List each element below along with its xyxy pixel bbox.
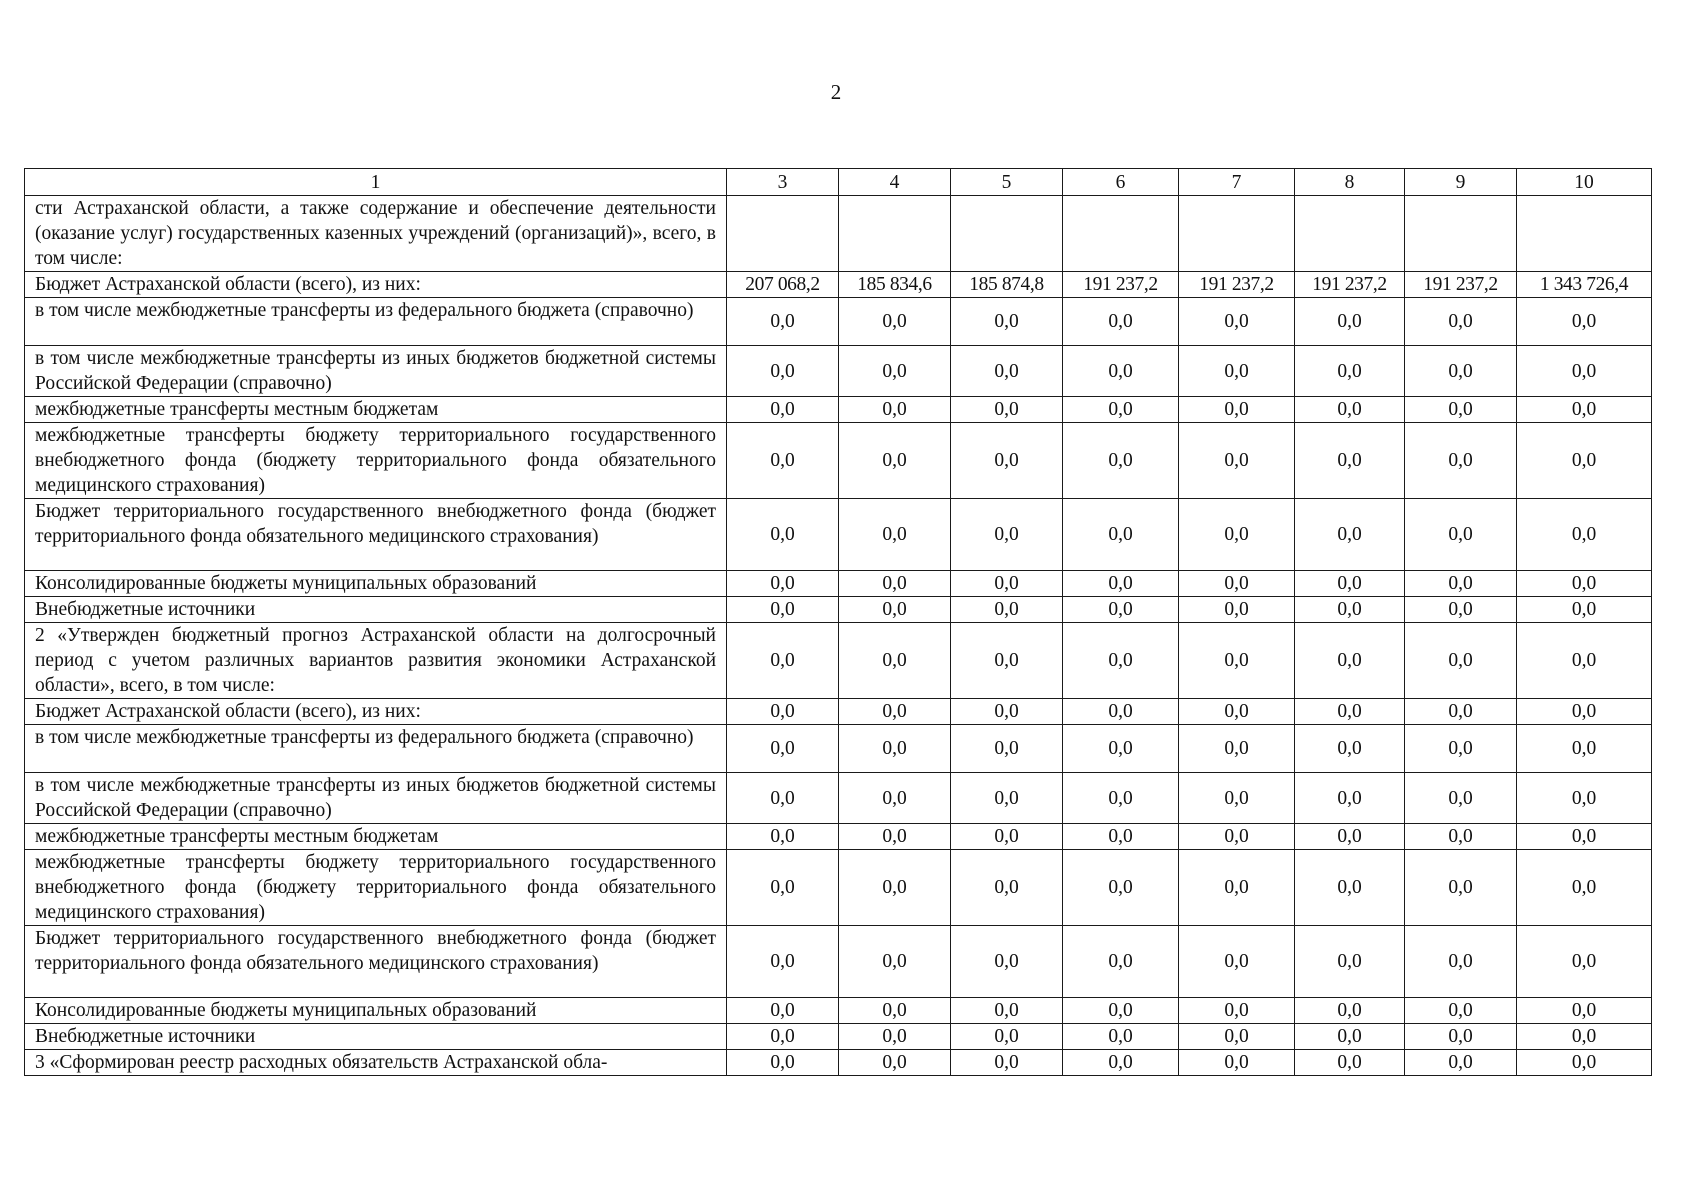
value-cell: 0,0 bbox=[1517, 571, 1652, 597]
value-cell: 0,0 bbox=[1295, 850, 1405, 926]
value-cell: 0,0 bbox=[1063, 1050, 1179, 1076]
value-cell: 0,0 bbox=[1179, 773, 1295, 824]
value-cell: 191 237,2 bbox=[1063, 272, 1179, 298]
value-cell: 0,0 bbox=[1295, 773, 1405, 824]
value-cell: 0,0 bbox=[839, 1050, 951, 1076]
value-cell: 0,0 bbox=[727, 1024, 839, 1050]
value-cell: 0,0 bbox=[1517, 298, 1652, 346]
table-row bbox=[25, 1024, 1652, 1050]
value-cell: 0,0 bbox=[951, 725, 1063, 773]
value-cell: 0,0 bbox=[1295, 571, 1405, 597]
value-cell: 0,0 bbox=[1179, 346, 1295, 397]
row-label: Внебюджетные источники bbox=[25, 1024, 727, 1050]
value-cell bbox=[1517, 196, 1652, 272]
value-cell bbox=[1295, 196, 1405, 272]
value-cell bbox=[1063, 196, 1179, 272]
value-cell bbox=[839, 196, 951, 272]
value-cell: 0,0 bbox=[1517, 623, 1652, 699]
value-cell: 0,0 bbox=[727, 397, 839, 423]
value-cell: 0,0 bbox=[1517, 998, 1652, 1024]
row-label: в том числе межбюджетные трансферты из иных бюджетов бюджетной системы Российской Федерации (справочно) bbox=[25, 773, 727, 824]
value-cell: 0,0 bbox=[727, 346, 839, 397]
value-cell: 0,0 bbox=[951, 850, 1063, 926]
value-cell: 0,0 bbox=[951, 423, 1063, 499]
table-row bbox=[25, 725, 1652, 773]
value-cell: 0,0 bbox=[839, 499, 951, 571]
value-cell: 0,0 bbox=[1517, 850, 1652, 926]
row-label: Консолидированные бюджеты муниципальных образований bbox=[25, 571, 727, 597]
value-cell: 0,0 bbox=[951, 699, 1063, 725]
value-cell: 0,0 bbox=[839, 773, 951, 824]
value-cell: 0,0 bbox=[1295, 346, 1405, 397]
value-cell: 0,0 bbox=[1063, 1024, 1179, 1050]
value-cell: 0,0 bbox=[1517, 725, 1652, 773]
value-cell: 0,0 bbox=[951, 346, 1063, 397]
header-cell-col-8: 8 bbox=[1295, 169, 1405, 196]
row-label: межбюджетные трансферты местным бюджетам bbox=[25, 397, 727, 423]
value-cell: 0,0 bbox=[951, 1050, 1063, 1076]
value-cell: 0,0 bbox=[727, 499, 839, 571]
table-row bbox=[25, 499, 1652, 571]
value-cell: 0,0 bbox=[1405, 773, 1517, 824]
value-cell: 0,0 bbox=[951, 298, 1063, 346]
row-label: Бюджет территориального государственного внебюджетного фонда (бюджет территориального фонда обязательного медицинского страхования) bbox=[25, 926, 727, 998]
value-cell: 191 237,2 bbox=[1405, 272, 1517, 298]
value-cell: 0,0 bbox=[1179, 499, 1295, 571]
value-cell: 0,0 bbox=[1405, 1050, 1517, 1076]
value-cell: 0,0 bbox=[1179, 397, 1295, 423]
value-cell: 0,0 bbox=[1179, 725, 1295, 773]
value-cell: 0,0 bbox=[1179, 1024, 1295, 1050]
row-label: межбюджетные трансферты бюджету территориального государственного внебюджетного фонда (бюджету территориального фонда обязательного медицинского страхования) bbox=[25, 423, 727, 499]
value-cell: 191 237,2 bbox=[1295, 272, 1405, 298]
value-cell: 0,0 bbox=[1405, 824, 1517, 850]
row-label: Бюджет Астраханской области (всего), из них: bbox=[25, 272, 727, 298]
value-cell: 0,0 bbox=[1517, 597, 1652, 623]
value-cell: 0,0 bbox=[727, 773, 839, 824]
row-label: Бюджет территориального государственного внебюджетного фонда (бюджет территориального фонда обязательного медицинского страхования) bbox=[25, 499, 727, 571]
value-cell: 0,0 bbox=[727, 423, 839, 499]
row-label: в том числе межбюджетные трансферты из федерального бюджета (справочно) bbox=[25, 298, 727, 346]
value-cell: 0,0 bbox=[1063, 499, 1179, 571]
table-row bbox=[25, 571, 1652, 597]
value-cell: 0,0 bbox=[1405, 998, 1517, 1024]
value-cell: 185 834,6 bbox=[839, 272, 951, 298]
value-cell: 0,0 bbox=[1517, 397, 1652, 423]
value-cell: 0,0 bbox=[1405, 597, 1517, 623]
value-cell: 185 874,8 bbox=[951, 272, 1063, 298]
value-cell: 0,0 bbox=[1063, 998, 1179, 1024]
value-cell: 0,0 bbox=[1405, 298, 1517, 346]
value-cell: 0,0 bbox=[951, 623, 1063, 699]
value-cell: 0,0 bbox=[839, 298, 951, 346]
value-cell: 0,0 bbox=[839, 397, 951, 423]
value-cell bbox=[951, 196, 1063, 272]
value-cell: 0,0 bbox=[1517, 499, 1652, 571]
header-cell-col-6: 6 bbox=[1063, 169, 1179, 196]
value-cell: 0,0 bbox=[1179, 850, 1295, 926]
value-cell: 0,0 bbox=[951, 1024, 1063, 1050]
value-cell: 0,0 bbox=[1179, 298, 1295, 346]
value-cell bbox=[1179, 196, 1295, 272]
table-row bbox=[25, 597, 1652, 623]
value-cell: 0,0 bbox=[1295, 699, 1405, 725]
value-cell: 0,0 bbox=[839, 423, 951, 499]
value-cell: 207 068,2 bbox=[727, 272, 839, 298]
value-cell: 0,0 bbox=[1179, 423, 1295, 499]
value-cell: 0,0 bbox=[1063, 699, 1179, 725]
value-cell: 0,0 bbox=[1517, 346, 1652, 397]
value-cell: 0,0 bbox=[727, 926, 839, 998]
header-row bbox=[25, 169, 1652, 196]
value-cell: 0,0 bbox=[1405, 571, 1517, 597]
value-cell: 0,0 bbox=[1517, 1024, 1652, 1050]
value-cell: 0,0 bbox=[839, 597, 951, 623]
table-row bbox=[25, 298, 1652, 346]
value-cell: 0,0 bbox=[1179, 597, 1295, 623]
table-row bbox=[25, 272, 1652, 298]
value-cell: 0,0 bbox=[727, 597, 839, 623]
row-label: 3 «Сформирован реестр расходных обязательств Астраханской обла- bbox=[25, 1050, 727, 1076]
value-cell: 0,0 bbox=[951, 499, 1063, 571]
value-cell: 0,0 bbox=[727, 1050, 839, 1076]
value-cell: 0,0 bbox=[1063, 850, 1179, 926]
value-cell: 0,0 bbox=[839, 699, 951, 725]
value-cell: 0,0 bbox=[1063, 423, 1179, 499]
value-cell: 0,0 bbox=[1063, 824, 1179, 850]
value-cell: 0,0 bbox=[951, 597, 1063, 623]
value-cell: 0,0 bbox=[1063, 571, 1179, 597]
value-cell: 0,0 bbox=[839, 850, 951, 926]
value-cell: 0,0 bbox=[839, 571, 951, 597]
header-cell-col-4: 4 bbox=[839, 169, 951, 196]
value-cell: 0,0 bbox=[1295, 725, 1405, 773]
value-cell: 0,0 bbox=[1295, 397, 1405, 423]
value-cell: 0,0 bbox=[1179, 998, 1295, 1024]
table-row bbox=[25, 699, 1652, 725]
value-cell: 0,0 bbox=[1179, 571, 1295, 597]
value-cell: 0,0 bbox=[1179, 1050, 1295, 1076]
value-cell: 0,0 bbox=[1405, 397, 1517, 423]
value-cell: 0,0 bbox=[1517, 699, 1652, 725]
value-cell bbox=[727, 196, 839, 272]
value-cell: 0,0 bbox=[951, 773, 1063, 824]
value-cell: 0,0 bbox=[951, 824, 1063, 850]
value-cell: 0,0 bbox=[1063, 397, 1179, 423]
value-cell: 0,0 bbox=[1517, 1050, 1652, 1076]
value-cell: 0,0 bbox=[1063, 597, 1179, 623]
value-cell: 0,0 bbox=[1063, 346, 1179, 397]
table-row bbox=[25, 397, 1652, 423]
value-cell: 0,0 bbox=[1295, 1024, 1405, 1050]
value-cell: 0,0 bbox=[839, 1024, 951, 1050]
value-cell: 0,0 bbox=[1179, 699, 1295, 725]
table-row bbox=[25, 346, 1652, 397]
value-cell: 0,0 bbox=[839, 824, 951, 850]
value-cell: 0,0 bbox=[727, 699, 839, 725]
table-row bbox=[25, 196, 1652, 272]
row-label: в том числе межбюджетные трансферты из федерального бюджета (справочно) bbox=[25, 725, 727, 773]
value-cell: 0,0 bbox=[1295, 998, 1405, 1024]
value-cell: 191 237,2 bbox=[1179, 272, 1295, 298]
row-label: межбюджетные трансферты бюджету территориального государственного внебюджетного фонда (бюджету территориального фонда обязательного медицинского страхования) bbox=[25, 850, 727, 926]
value-cell: 0,0 bbox=[727, 623, 839, 699]
row-label: Бюджет Астраханской области (всего), из них: bbox=[25, 699, 727, 725]
header-cell-col-5: 5 bbox=[951, 169, 1063, 196]
value-cell: 0,0 bbox=[1179, 824, 1295, 850]
table-row bbox=[25, 623, 1652, 699]
value-cell: 0,0 bbox=[951, 926, 1063, 998]
value-cell: 0,0 bbox=[1405, 699, 1517, 725]
value-cell: 0,0 bbox=[1295, 824, 1405, 850]
value-cell: 0,0 bbox=[839, 998, 951, 1024]
value-cell: 0,0 bbox=[839, 725, 951, 773]
header-cell-col-1: 1 bbox=[25, 169, 727, 196]
value-cell: 0,0 bbox=[1295, 423, 1405, 499]
value-cell: 1 343 726,4 bbox=[1517, 272, 1652, 298]
table-row bbox=[25, 926, 1652, 998]
budget-table bbox=[24, 168, 1652, 1076]
value-cell: 0,0 bbox=[1405, 623, 1517, 699]
value-cell: 0,0 bbox=[951, 998, 1063, 1024]
value-cell: 0,0 bbox=[839, 346, 951, 397]
value-cell: 0,0 bbox=[1295, 1050, 1405, 1076]
value-cell: 0,0 bbox=[1295, 499, 1405, 571]
value-cell: 0,0 bbox=[727, 824, 839, 850]
table-row bbox=[25, 773, 1652, 824]
value-cell: 0,0 bbox=[1295, 597, 1405, 623]
row-label: межбюджетные трансферты местным бюджетам bbox=[25, 824, 727, 850]
header-cell-col-3: 3 bbox=[727, 169, 839, 196]
value-cell: 0,0 bbox=[1405, 346, 1517, 397]
value-cell: 0,0 bbox=[1295, 298, 1405, 346]
value-cell: 0,0 bbox=[1517, 824, 1652, 850]
row-label: в том числе межбюджетные трансферты из иных бюджетов бюджетной системы Российской Федерации (справочно) bbox=[25, 346, 727, 397]
table-header bbox=[25, 169, 1652, 196]
table-body bbox=[25, 196, 1652, 1076]
value-cell: 0,0 bbox=[839, 926, 951, 998]
table-row bbox=[25, 423, 1652, 499]
value-cell: 0,0 bbox=[1063, 773, 1179, 824]
value-cell: 0,0 bbox=[1063, 926, 1179, 998]
value-cell: 0,0 bbox=[1295, 926, 1405, 998]
value-cell: 0,0 bbox=[727, 298, 839, 346]
value-cell: 0,0 bbox=[1517, 423, 1652, 499]
value-cell: 0,0 bbox=[1063, 298, 1179, 346]
value-cell: 0,0 bbox=[951, 397, 1063, 423]
value-cell: 0,0 bbox=[839, 623, 951, 699]
header-cell-col-7: 7 bbox=[1179, 169, 1295, 196]
row-label: Консолидированные бюджеты муниципальных образований bbox=[25, 998, 727, 1024]
value-cell: 0,0 bbox=[1179, 926, 1295, 998]
value-cell: 0,0 bbox=[1405, 499, 1517, 571]
value-cell: 0,0 bbox=[727, 998, 839, 1024]
value-cell: 0,0 bbox=[727, 725, 839, 773]
row-label: сти Астраханской области, а также содержание и обеспечение деятельности (оказание услуг) государственных казенных учреждений (организаций)», всего, в том числе: bbox=[25, 196, 727, 272]
value-cell bbox=[1405, 196, 1517, 272]
value-cell: 0,0 bbox=[727, 850, 839, 926]
value-cell: 0,0 bbox=[1405, 926, 1517, 998]
value-cell: 0,0 bbox=[1179, 623, 1295, 699]
table-row bbox=[25, 998, 1652, 1024]
page-number: 2 bbox=[830, 80, 842, 104]
header-cell-col-9: 9 bbox=[1405, 169, 1517, 196]
header-cell-col-10: 10 bbox=[1517, 169, 1652, 196]
value-cell: 0,0 bbox=[1405, 725, 1517, 773]
value-cell: 0,0 bbox=[1405, 850, 1517, 926]
table-row bbox=[25, 1050, 1652, 1076]
value-cell: 0,0 bbox=[1405, 423, 1517, 499]
value-cell: 0,0 bbox=[1517, 926, 1652, 998]
table-row bbox=[25, 824, 1652, 850]
row-label: 2 «Утвержден бюджетный прогноз Астраханской области на долгосрочный период с учетом различных вариантов развития экономики Астраханской области», всего, в том числе: bbox=[25, 623, 727, 699]
value-cell: 0,0 bbox=[1063, 725, 1179, 773]
value-cell: 0,0 bbox=[727, 571, 839, 597]
table-row bbox=[25, 850, 1652, 926]
row-label: Внебюджетные источники bbox=[25, 597, 727, 623]
value-cell: 0,0 bbox=[1295, 623, 1405, 699]
value-cell: 0,0 bbox=[1517, 773, 1652, 824]
value-cell: 0,0 bbox=[1405, 1024, 1517, 1050]
value-cell: 0,0 bbox=[951, 571, 1063, 597]
value-cell: 0,0 bbox=[1063, 623, 1179, 699]
